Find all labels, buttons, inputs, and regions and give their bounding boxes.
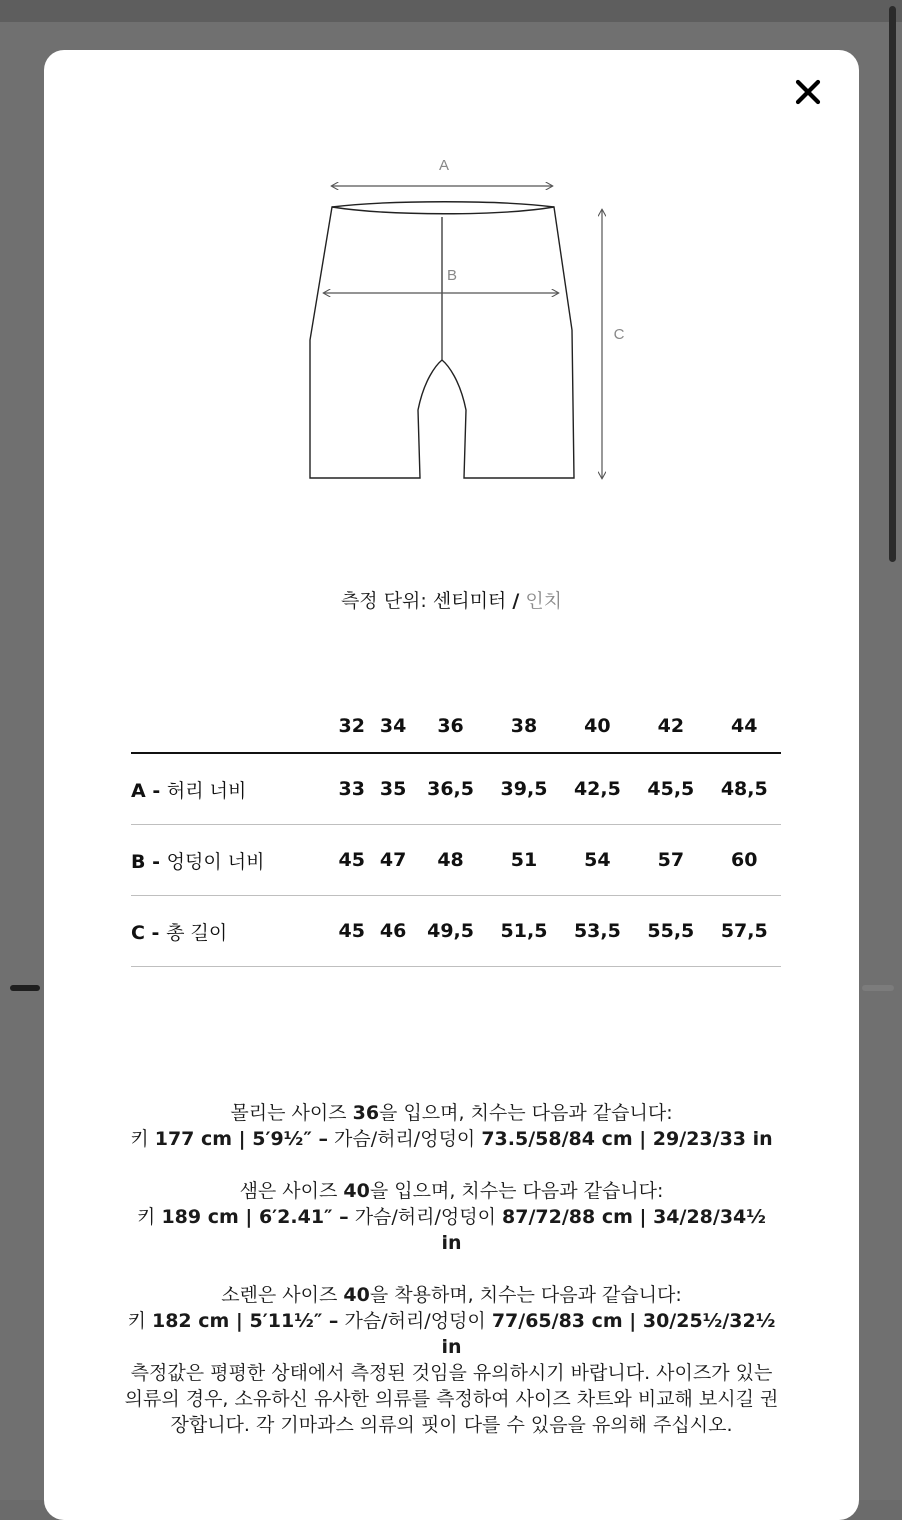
table-row [131, 825, 781, 896]
table-cell: 47 [372, 825, 413, 896]
table-cell: 35 [372, 753, 413, 825]
row-label [131, 896, 331, 967]
measure-b-label: B [446, 267, 458, 284]
row-label [131, 753, 331, 825]
size-header-row [131, 700, 781, 753]
note-measures: 87/72/88 cm | 34/28/34½ in [441, 1206, 766, 1254]
model-note [124, 1282, 779, 1360]
note-text: 키 [127, 1310, 152, 1332]
close-icon [790, 74, 826, 110]
note-measures: 73.5/58/84 cm | 29/23/33 in [481, 1128, 773, 1150]
note-text: 키 [130, 1128, 155, 1150]
note-text: 몰리는 사이즈 [230, 1102, 353, 1124]
table-cell: 46 [372, 896, 413, 967]
row-name: 허리 너비 [166, 779, 247, 802]
size-header: 36 [414, 700, 487, 753]
disclaimer: 측정값은 평평한 상태에서 측정된 것임을 유의하시기 바랍니다. 사이즈가 있는 의류의 경우, 소유하신 유사한 의류를 측정하여 사이즈 차트와 비교해 보시길 권장합니다. 각 기마과스 의류의 핏이 다를 수 있음을 유의해 주십시오. [124, 1362, 779, 1436]
shorts-measurement-diagram [300, 150, 640, 490]
row-code: C - [131, 921, 160, 944]
row-code: A - [131, 779, 161, 802]
note-text: 가슴/허리/엉덩이 [338, 1310, 492, 1332]
table-cell: 55,5 [634, 896, 707, 967]
model-note [124, 1178, 779, 1256]
note-text: 을 입으며, 치수는 다음과 같습니다: [369, 1180, 664, 1202]
table-cell: 36,5 [414, 753, 487, 825]
model-notes [124, 1100, 779, 1438]
table-cell: 45 [331, 825, 372, 896]
note-height: 177 cm | 5′9½″ – [154, 1128, 328, 1150]
drag-handle-right[interactable] [862, 985, 894, 991]
scrollbar-thumb[interactable] [889, 6, 896, 562]
table-cell: 54 [561, 825, 634, 896]
table-cell: 49,5 [414, 896, 487, 967]
table-cell: 45 [331, 896, 372, 967]
size-header: 40 [561, 700, 634, 753]
size-guide-modal [44, 50, 859, 1520]
table-cell: 48 [414, 825, 487, 896]
table-cell: 33 [331, 753, 372, 825]
table-cell: 53,5 [561, 896, 634, 967]
unit-toggle [44, 586, 859, 613]
note-text: 키 [137, 1206, 162, 1228]
size-header: 34 [372, 700, 413, 753]
row-name: 엉덩이 너비 [166, 850, 265, 873]
note-size: 36 [352, 1102, 380, 1124]
table-cell: 48,5 [708, 753, 781, 825]
size-table [131, 700, 781, 967]
size-header: 44 [708, 700, 781, 753]
table-row [131, 896, 781, 967]
table-cell: 42,5 [561, 753, 634, 825]
note-size: 40 [343, 1180, 370, 1202]
drag-handle-left[interactable] [10, 985, 40, 991]
note-text: 을 입으며, 치수는 다음과 같습니다: [379, 1102, 673, 1124]
table-row [131, 753, 781, 825]
table-cell: 45,5 [634, 753, 707, 825]
table-cell: 51,5 [487, 896, 560, 967]
close-button[interactable] [790, 74, 826, 110]
note-measures: 77/65/83 cm | 30/25½/32½ in [441, 1310, 776, 1358]
measure-c-label: C [613, 326, 625, 343]
unit-inches[interactable]: 인치 [525, 590, 563, 612]
unit-separator: / [512, 590, 520, 612]
note-height: 189 cm | 6′2.41″ – [161, 1206, 349, 1228]
note-height: 182 cm | 5′11½″ – [151, 1310, 339, 1332]
note-text: 가슴/허리/엉덩이 [348, 1206, 503, 1228]
size-header: 42 [634, 700, 707, 753]
unit-prefix: 측정 단위: [340, 590, 427, 612]
table-cell: 39,5 [487, 753, 560, 825]
table-cell: 60 [708, 825, 781, 896]
top-bar [0, 0, 902, 22]
size-header-blank [131, 700, 331, 753]
table-cell: 51 [487, 825, 560, 896]
model-note [124, 1100, 779, 1152]
size-header: 38 [487, 700, 560, 753]
measure-a-label: A [438, 157, 450, 174]
table-cell: 57,5 [708, 896, 781, 967]
row-name: 총 길이 [166, 921, 228, 944]
size-header: 32 [331, 700, 372, 753]
row-code: B - [131, 850, 160, 873]
unit-centimeters[interactable]: 센티미터 [432, 590, 507, 612]
note-text: 소렌은 사이즈 [221, 1284, 344, 1306]
note-text: 샘은 사이즈 [239, 1180, 344, 1202]
row-label [131, 825, 331, 896]
table-cell: 57 [634, 825, 707, 896]
note-text: 을 착용하며, 치수는 다음과 같습니다: [369, 1284, 682, 1306]
note-size: 40 [343, 1284, 370, 1306]
note-text: 가슴/허리/엉덩이 [327, 1128, 482, 1150]
